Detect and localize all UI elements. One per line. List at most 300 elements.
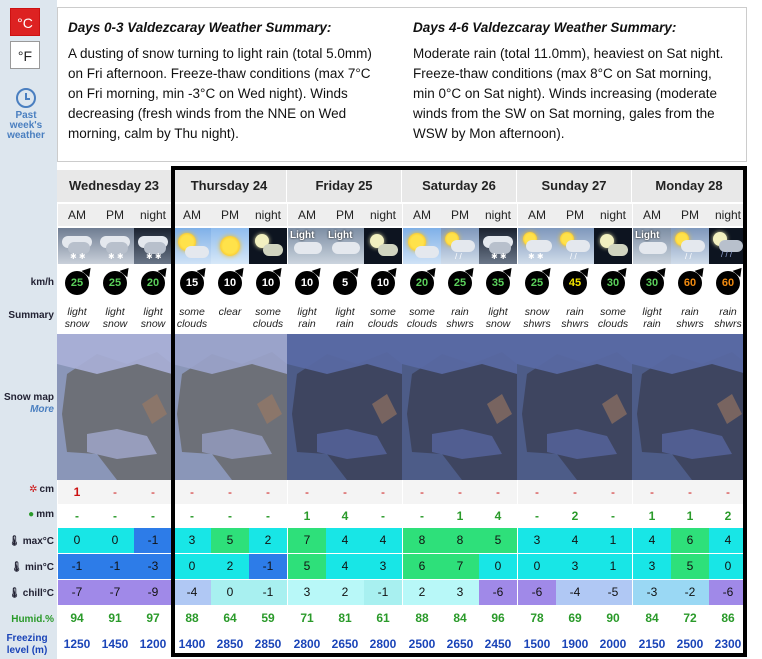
period-label: AM <box>518 204 556 226</box>
rain-mm: - <box>134 504 172 528</box>
wind-chill: -6 <box>479 580 517 605</box>
thermometer-icon: 🌡 <box>10 562 23 573</box>
temp-min: 4 <box>326 554 364 579</box>
snow-map-image <box>287 334 402 480</box>
summary-b-text: Moderate rain (total 11.0mm), heaviest on Sat night. Freeze-thaw conditions (max 8°C on Sat morning, min 0°C on Sat night). Winds increasing (moderate winds from the SW on Sat morning, gales from the WSW by Mon afternoon). <box>413 46 724 141</box>
wind-chill: -7 <box>96 580 134 605</box>
summary-line-1: light <box>335 306 355 318</box>
snow-cm: - <box>211 480 249 504</box>
snow-cm: - <box>326 480 364 504</box>
past-weather-link[interactable] <box>0 88 52 141</box>
snow-cm: - <box>518 480 556 504</box>
snow-map[interactable] <box>402 334 517 480</box>
snow-cm: 1 <box>58 480 96 504</box>
day-header: Sunday 27 <box>517 170 632 202</box>
wind-arrow-icon: 25 <box>448 271 472 295</box>
wind-arrow-icon: 35 <box>486 271 510 295</box>
weather-summary <box>364 304 402 332</box>
wind-arrow-icon: 60 <box>716 271 740 295</box>
humidity: 88 <box>173 606 211 630</box>
summary-b-title: Days 4-6 Valdezcaray Weather Summary: <box>413 20 677 35</box>
summary-line-1: some <box>370 306 396 318</box>
wind-chill: 3 <box>288 580 326 605</box>
freezing-level: 1200 <box>134 632 172 656</box>
light-rain-text: Light <box>328 230 353 241</box>
summary-line-2: rain <box>643 318 661 330</box>
snow-map-image <box>632 334 747 480</box>
cloud-rain-icon: / / <box>441 228 479 264</box>
cloud-snow-icon: ✱ ✱ <box>134 228 172 264</box>
snow-cm: - <box>671 480 709 504</box>
period-label: night <box>594 204 632 226</box>
weather-summary <box>479 304 517 332</box>
temp-min: 2 <box>211 554 249 579</box>
day-column <box>517 170 632 659</box>
day-column <box>632 170 747 659</box>
humidity: 97 <box>134 606 172 630</box>
snow-flake-icon: ✲ <box>29 484 38 495</box>
summary-line-1: some <box>409 306 435 318</box>
forecast-grid <box>57 170 747 659</box>
wind-chill: -1 <box>364 580 402 605</box>
label-snowmap <box>0 392 54 416</box>
cloud-snow-icon: ✱ ✱ <box>479 228 517 264</box>
day-header: Monday 28 <box>632 170 747 202</box>
temp-min: 5 <box>288 554 326 579</box>
period-label: PM <box>96 204 134 226</box>
day-header: Saturday 26 <box>402 170 517 202</box>
rain-mm: - <box>594 504 632 528</box>
period-label: PM <box>671 204 709 226</box>
label-max <box>0 536 54 548</box>
freezing-level: 1500 <box>518 632 556 656</box>
wind-chill: -2 <box>671 580 709 605</box>
rain-mm: 1 <box>441 504 479 528</box>
temp-max: 4 <box>364 528 402 553</box>
humidity: 78 <box>518 606 556 630</box>
clock-icon <box>16 88 36 108</box>
day-header: Friday 25 <box>287 170 402 202</box>
wind-arrow-icon: 25 <box>103 271 127 295</box>
rain-mm: 2 <box>556 504 594 528</box>
snow-map[interactable] <box>172 334 287 480</box>
summary-line-1: snow <box>524 306 550 318</box>
summary-line-2: snow <box>64 318 90 330</box>
label-min <box>0 562 54 574</box>
wind-chill: -3 <box>633 580 671 605</box>
period-label: AM <box>58 204 96 226</box>
temp-max: 1 <box>594 528 632 553</box>
rain-mm: 2 <box>709 504 747 528</box>
freeze-label-2: level (m) <box>6 645 48 656</box>
raindrop-icon: ● <box>28 509 35 520</box>
humidity: 84 <box>441 606 479 630</box>
temp-max: 6 <box>671 528 709 553</box>
freezing-level: 1900 <box>556 632 594 656</box>
freezing-level: 2500 <box>403 632 441 656</box>
snow-map[interactable] <box>57 334 172 480</box>
temp-max: 8 <box>403 528 441 553</box>
summary-line-1: light <box>67 306 87 318</box>
period-label: AM <box>288 204 326 226</box>
rain-unit: mm <box>36 509 54 520</box>
rain-mm: - <box>96 504 134 528</box>
snow-cm: - <box>173 480 211 504</box>
moon-rain-icon: / / / <box>709 228 747 264</box>
weather-summary <box>134 304 172 332</box>
wind-arrow-icon: 45 <box>563 271 587 295</box>
wind-chill: -6 <box>709 580 747 605</box>
snow-cm: - <box>441 480 479 504</box>
freezing-level: 2150 <box>633 632 671 656</box>
humidity: 94 <box>58 606 96 630</box>
wind-chill: -9 <box>134 580 172 605</box>
summary-line-1: light <box>642 306 662 318</box>
temp-min: 6 <box>403 554 441 579</box>
freezing-level: 2850 <box>249 632 287 656</box>
temp-max: 2 <box>249 528 287 553</box>
summary-line-2: shwrs <box>714 318 742 330</box>
past-label-1: Past <box>15 110 37 121</box>
freezing-level: 1450 <box>96 632 134 656</box>
sun-cloud-icon <box>403 228 441 264</box>
wind-arrow-icon: 25 <box>525 271 549 295</box>
moon-cloud-icon <box>594 228 632 264</box>
moon-cloud-icon <box>249 228 287 264</box>
humidity: 61 <box>364 606 402 630</box>
temp-max: 4 <box>326 528 364 553</box>
light-icon <box>326 228 364 264</box>
day-column <box>402 170 517 659</box>
wind-arrow-icon: 10 <box>256 271 280 295</box>
period-label: PM <box>326 204 364 226</box>
freezing-level: 2300 <box>709 632 747 656</box>
temp-min: 0 <box>479 554 517 579</box>
temp-max: 5 <box>211 528 249 553</box>
weather-summary <box>594 304 632 332</box>
thermometer-icon: 🌡 <box>8 536 21 547</box>
label-wind: km/h <box>30 277 54 288</box>
rain-mm: - <box>518 504 556 528</box>
period-label: night <box>479 204 517 226</box>
rain-mm: - <box>58 504 96 528</box>
day-column <box>287 170 402 659</box>
temp-max: -1 <box>134 528 172 553</box>
snow-cm: - <box>134 480 172 504</box>
rain-mm: 1 <box>671 504 709 528</box>
day-header: Wednesday 23 <box>57 170 172 202</box>
summary-line-2: clouds <box>252 318 284 330</box>
weather-summary <box>556 304 594 332</box>
freezing-level: 1250 <box>58 632 96 656</box>
wind-arrow-icon: 10 <box>295 271 319 295</box>
temp-min: -3 <box>134 554 172 579</box>
wind-arrow-icon: 25 <box>65 271 89 295</box>
humidity: 91 <box>96 606 134 630</box>
weather-summary <box>96 304 134 332</box>
temp-min: -1 <box>96 554 134 579</box>
label-humid: Humid.% <box>11 614 54 625</box>
wind-arrow-icon: 60 <box>678 271 702 295</box>
freezing-level: 2000 <box>594 632 632 656</box>
sun-icon <box>211 228 249 264</box>
wind-chill: -5 <box>594 580 632 605</box>
light-rain-text: Light <box>635 230 660 241</box>
summary-line-1: some <box>179 306 205 318</box>
snow-cm: - <box>709 480 747 504</box>
humidity: 69 <box>556 606 594 630</box>
wind-arrow-icon: 10 <box>218 271 242 295</box>
period-label: PM <box>441 204 479 226</box>
temp-min: 5 <box>671 554 709 579</box>
summary-line-1: rain <box>451 306 469 318</box>
cloud-snow-icon: ✱ ✱ <box>96 228 134 264</box>
wind-chill: 2 <box>326 580 364 605</box>
past-label-3: weather <box>7 130 45 141</box>
temp-max: 5 <box>479 528 517 553</box>
snow-map-image <box>517 334 632 480</box>
weather-summary <box>671 304 709 332</box>
snow-cm: - <box>288 480 326 504</box>
summary-line-2: clouds <box>597 318 629 330</box>
cloud-rain-icon: / / <box>556 228 594 264</box>
past-label-2: week's <box>9 120 43 131</box>
freezing-level: 2650 <box>326 632 364 656</box>
summary-line-2: shwrs <box>523 318 551 330</box>
summary-line-2: rain <box>336 318 354 330</box>
label-snow <box>0 484 54 496</box>
wind-arrow-icon: 10 <box>371 271 395 295</box>
temp-min: 0 <box>709 554 747 579</box>
wind-chill: -7 <box>58 580 96 605</box>
temp-max: 3 <box>173 528 211 553</box>
humidity: 86 <box>709 606 747 630</box>
light-icon <box>288 228 326 264</box>
rain-mm: - <box>173 504 211 528</box>
snow-unit: cm <box>39 484 54 495</box>
rain-mm: - <box>211 504 249 528</box>
weather-summary <box>249 304 287 332</box>
temp-max: 3 <box>518 528 556 553</box>
thermometer-icon: 🌡 <box>8 588 21 599</box>
wind-arrow-icon: 20 <box>410 271 434 295</box>
snow-cm: - <box>633 480 671 504</box>
summary-line-2: shwrs <box>446 318 474 330</box>
rain-mm: - <box>403 504 441 528</box>
weather-summary <box>709 304 747 332</box>
humidity: 90 <box>594 606 632 630</box>
wind-chill: -6 <box>518 580 556 605</box>
freezing-level: 2800 <box>364 632 402 656</box>
freezing-level: 1400 <box>173 632 211 656</box>
wind-arrow-icon: 30 <box>601 271 625 295</box>
temp-max: 4 <box>709 528 747 553</box>
wind-arrow-icon: 5 <box>333 271 357 295</box>
summary-line-2: clouds <box>367 318 399 330</box>
rain-mm: 1 <box>288 504 326 528</box>
moon-cloud-icon <box>364 228 402 264</box>
period-label: AM <box>173 204 211 226</box>
snow-cm: - <box>96 480 134 504</box>
freezing-level: 2850 <box>211 632 249 656</box>
weather-summary <box>211 304 249 332</box>
summary-line-2: snow <box>102 318 128 330</box>
summary-line-2: shwrs <box>561 318 589 330</box>
humidity: 84 <box>633 606 671 630</box>
label-summary: Summary <box>8 310 54 321</box>
temp-min: -1 <box>58 554 96 579</box>
temp-min: 3 <box>364 554 402 579</box>
weather-summary <box>173 304 211 332</box>
summary-line-1: rain <box>566 306 584 318</box>
summary-a-title: Days 0-3 Valdezcaray Weather Summary: <box>68 20 332 35</box>
temp-min: 3 <box>556 554 594 579</box>
wind-arrow-icon: 20 <box>141 271 165 295</box>
snow-cm: - <box>364 480 402 504</box>
wind-arrow-icon: 30 <box>640 271 664 295</box>
summary-line-1: light <box>105 306 125 318</box>
wind-chill: -4 <box>173 580 211 605</box>
period-label: AM <box>403 204 441 226</box>
temp-min: 1 <box>594 554 632 579</box>
snow-cm: - <box>249 480 287 504</box>
day-header: Thursday 24 <box>172 170 287 202</box>
humidity: 96 <box>479 606 517 630</box>
wind-chill: 3 <box>441 580 479 605</box>
summary-line-2: rain <box>298 318 316 330</box>
summary-a-text: A dusting of snow turning to light rain (total 5.0mm) on Fri afternoon. Freeze-thaw conditions (max 7°C on Fri morning, min -3°C on Wed night). Winds decreasing (fresh winds from the NNE on Wed morning, calm by Thu night). <box>68 46 372 141</box>
weather-summary <box>326 304 364 332</box>
period-label: AM <box>633 204 671 226</box>
period-label: night <box>709 204 747 226</box>
wind-chill: -1 <box>249 580 287 605</box>
humidity: 72 <box>671 606 709 630</box>
weather-summary <box>441 304 479 332</box>
humidity: 71 <box>288 606 326 630</box>
snow-cm: - <box>594 480 632 504</box>
summary-days-0-3 <box>68 18 388 144</box>
temp-max: 0 <box>58 528 96 553</box>
snowmap-label: Snow map <box>3 392 54 403</box>
temp-min: -1 <box>249 554 287 579</box>
freezing-level: 2650 <box>441 632 479 656</box>
summary-line-1: some <box>600 306 626 318</box>
snow-cm: - <box>556 480 594 504</box>
rain-mm: - <box>364 504 402 528</box>
fahrenheit-toggle[interactable]: °F <box>10 41 40 69</box>
freeze-label-1: Freezing <box>6 633 48 644</box>
label-chill <box>0 588 54 600</box>
snow-map-image <box>172 334 287 480</box>
freezing-level: 2800 <box>288 632 326 656</box>
summary-line-1: clear <box>218 306 242 318</box>
cloud-rain-icon: / / <box>671 228 709 264</box>
period-label: PM <box>211 204 249 226</box>
snow-cm: - <box>403 480 441 504</box>
freezing-level: 2500 <box>671 632 709 656</box>
period-label: night <box>249 204 287 226</box>
humidity: 59 <box>249 606 287 630</box>
humidity: 88 <box>403 606 441 630</box>
temp-min: 0 <box>173 554 211 579</box>
temp-max: 8 <box>441 528 479 553</box>
humidity: 81 <box>326 606 364 630</box>
summary-line-1: some <box>255 306 281 318</box>
summary-line-1: rain <box>681 306 699 318</box>
snow-map-image <box>57 334 172 480</box>
summary-line-2: snow <box>485 318 511 330</box>
light-icon <box>633 228 671 264</box>
weather-summary <box>403 304 441 332</box>
rain-mm: 4 <box>479 504 517 528</box>
day-column <box>172 170 287 659</box>
snow-map[interactable] <box>632 334 747 480</box>
weather-summary <box>633 304 671 332</box>
weather-summary-box <box>57 7 747 162</box>
humidity: 64 <box>211 606 249 630</box>
summary-line-1: rain <box>719 306 737 318</box>
day-column <box>57 170 172 659</box>
period-label: PM <box>556 204 594 226</box>
rain-mm: 4 <box>326 504 364 528</box>
temp-min: 7 <box>441 554 479 579</box>
celsius-toggle[interactable]: °C <box>10 8 40 36</box>
snow-map-image <box>402 334 517 480</box>
snow-map[interactable] <box>517 334 632 480</box>
max-unit: max°C <box>22 536 54 547</box>
wind-chill: -4 <box>556 580 594 605</box>
rain-mm: 1 <box>633 504 671 528</box>
summary-line-1: light <box>488 306 508 318</box>
summary-line-2: snow <box>140 318 166 330</box>
wind-arrow-icon: 15 <box>180 271 204 295</box>
temp-min: 3 <box>633 554 671 579</box>
label-rain <box>0 509 54 521</box>
summary-line-1: light <box>297 306 317 318</box>
snow-map[interactable] <box>287 334 402 480</box>
summary-line-2: shwrs <box>676 318 704 330</box>
weather-summary <box>288 304 326 332</box>
summary-days-4-6 <box>413 18 733 144</box>
weather-summary <box>58 304 96 332</box>
temp-max: 4 <box>556 528 594 553</box>
rain-mm: - <box>249 504 287 528</box>
light-rain-text: Light <box>290 230 315 241</box>
more-link[interactable]: More <box>30 404 54 415</box>
weather-summary <box>518 304 556 332</box>
cloud-snow-icon: ✱ ✱ <box>58 228 96 264</box>
period-label: night <box>134 204 172 226</box>
temp-min: 0 <box>518 554 556 579</box>
period-label: night <box>364 204 402 226</box>
snow-cm: - <box>479 480 517 504</box>
summary-line-1: light <box>143 306 163 318</box>
summary-line-2: clouds <box>406 318 438 330</box>
wind-chill: 0 <box>211 580 249 605</box>
left-rail <box>0 0 57 659</box>
temp-max: 7 <box>288 528 326 553</box>
chill-unit: chill°C <box>22 588 54 599</box>
wind-chill: 2 <box>403 580 441 605</box>
sun-cloud-icon <box>173 228 211 264</box>
temp-max: 4 <box>633 528 671 553</box>
temp-max: 0 <box>96 528 134 553</box>
min-unit: min°C <box>25 562 54 573</box>
sun-snow-icon: ✱ ✱ <box>518 228 556 264</box>
freezing-level: 2450 <box>479 632 517 656</box>
label-freeze <box>0 633 54 657</box>
summary-line-2: clouds <box>176 318 208 330</box>
